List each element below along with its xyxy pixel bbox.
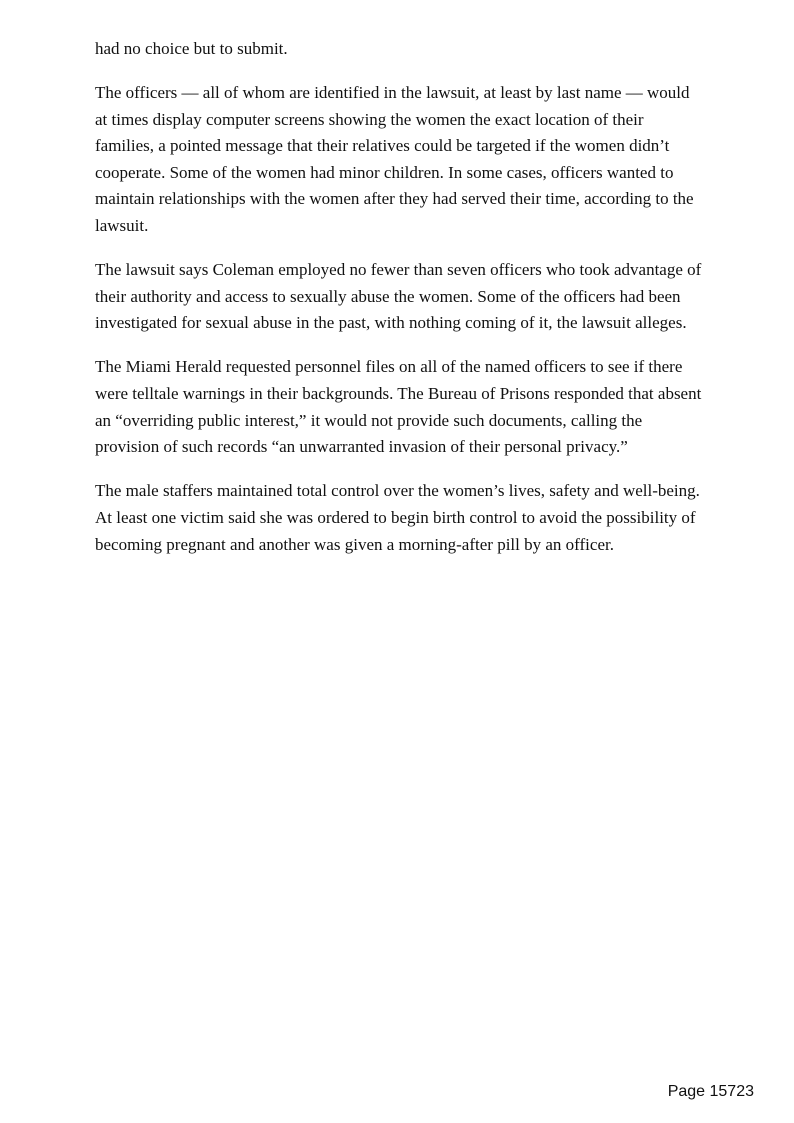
article-body <box>95 36 705 576</box>
paragraph: had no choice but to submit. <box>95 39 288 58</box>
paragraph: The Miami Herald requested personnel files on all of the named officers to see if there were telltale warnings in their backgrounds. The Bureau of Prisons responded that absent an “overriding public interest,” it would not provide such documents, calling the provision of such records “an unwarranted invasion of their personal privacy.” <box>95 357 702 457</box>
paragraph: The lawsuit says Coleman employed no fewer than seven officers who took advantage of their authority and access to sexually abuse the women. Some of the officers had been investigated for sexual abuse in the past, with nothing coming of it, the lawsuit alleges. <box>95 260 702 333</box>
paragraph: The officers — all of whom are identified in the lawsuit, at least by last name — would at times display computer screens showing the women the exact location of their families, a pointed message that their relatives could be targeted if the women didn’t cooperate. Some of the women had minor children. In some cases, officers wanted to maintain relationships with the women after they had served their time, according to the lawsuit. <box>95 83 694 236</box>
paragraph: The male staffers maintained total control over the women’s lives, safety and well-being. At least one victim said she was ordered to begin birth control to avoid the possibility of becoming pregnant and another was given a morning-after pill by an officer. <box>95 481 700 554</box>
page-number: Page 15723 <box>667 1083 754 1100</box>
